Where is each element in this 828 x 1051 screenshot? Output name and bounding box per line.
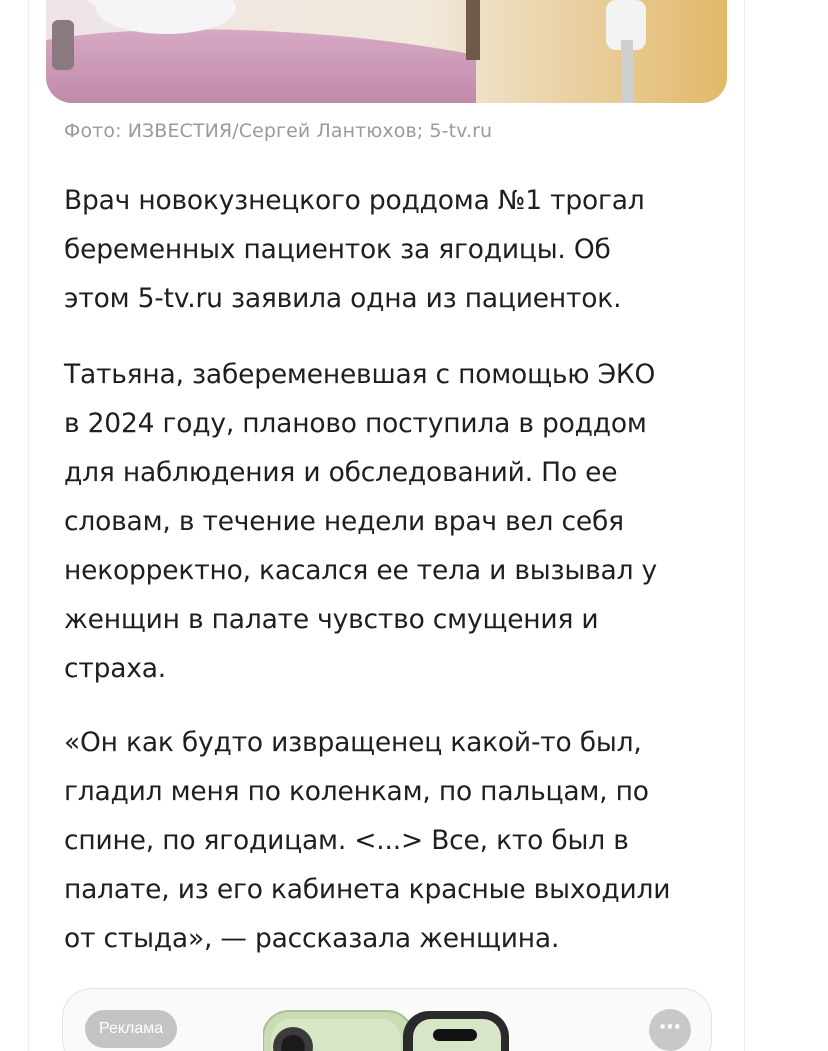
paragraph-line: гладил меня по коленкам, по пальцам, по xyxy=(64,776,649,807)
paragraph-line: «Он как будто извращенец какой-то был, xyxy=(64,727,642,758)
article-photo[interactable] xyxy=(46,0,727,103)
paragraph-line: спине, по ягодицам. <...> Все, кто был в xyxy=(64,825,629,856)
ad-badge: Реклама xyxy=(85,1010,177,1048)
paragraph-line: словам, в течение недели врач вел себя xyxy=(64,506,624,537)
photo-illustration xyxy=(46,0,727,103)
paragraph-line: Татьяна, забеременевшая с помощью ЭКО xyxy=(64,359,656,390)
photo-caption: Фото: ИЗВЕСТИЯ/Сергей Лантюхов; 5-tv.ru xyxy=(64,120,493,142)
paragraph-line: страха. xyxy=(64,653,167,684)
paragraph-line: от стыда», — рассказала женщина. xyxy=(64,923,560,954)
paragraph-line: этом 5-tv.ru заявила одна из пациенток. xyxy=(64,283,622,314)
paragraph-line: некорректно, касался ее тела и вызывал у xyxy=(64,555,658,586)
paragraph-line: для наблюдения и обследований. По ее xyxy=(64,457,618,488)
paragraph-line: в 2024 году, планово поступила в роддом xyxy=(64,408,647,439)
paragraph-line: Врач новокузнецкого роддома №1 трогал xyxy=(64,185,645,216)
article-paragraph-1 xyxy=(64,176,714,323)
ad-card[interactable] xyxy=(62,988,712,1051)
article-paragraph-3 xyxy=(64,718,714,963)
ellipsis-icon[interactable]: ⋯ xyxy=(649,1009,691,1051)
article-paragraph-2 xyxy=(64,350,714,693)
paragraph-line: палате, из его кабинета красные выходили xyxy=(64,874,671,905)
paragraph-line: женщин в палате чувство смущения и xyxy=(64,604,599,635)
phone-image xyxy=(263,1007,513,1051)
paragraph-line: беременных пациенток за ягодицы. Об xyxy=(64,234,611,265)
